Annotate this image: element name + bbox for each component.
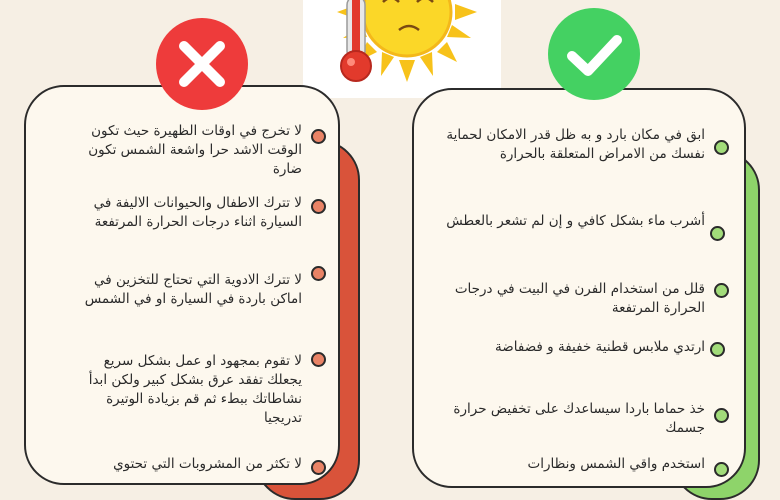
do-bullet-4 — [710, 342, 725, 357]
sun-thermometer-illustration — [303, 0, 501, 98]
dont-item-3: لا تترك الادوية التي تحتاج للتخزين في اماكن باردة في السيارة او في الشمس — [84, 272, 302, 307]
check-mark-icon — [548, 8, 640, 100]
do-bullet-2 — [710, 226, 725, 241]
dont-item-1: لا تخرج في اوقات الظهيرة حيث تكون الوقت الاشد حرا واشعة الشمس تكون ضارة — [88, 123, 302, 177]
dont-bullet-4 — [311, 352, 326, 367]
dont-item-5: لا تكثر من المشروبات التي تحتوي — [113, 456, 302, 472]
do-bullet-3 — [714, 283, 729, 298]
do-item-5: خذ حماما باردا سيساعدك على تخفيض حرارة جسمك — [453, 401, 705, 436]
do-item-2: أشرب ماء بشكل كافي و إن لم تشعر بالعطش — [446, 213, 705, 229]
dont-item-4: لا تقوم بمجهود او عمل بشكل سريع يجعلك تفقد عرق بشكل كبير ولكن ابدأ نشاطاتك ببطء ثم قم بزيادة الوتيرة تدريجيا — [88, 353, 302, 426]
dont-bullet-5 — [311, 460, 326, 475]
dont-bullet-2 — [311, 199, 326, 214]
x-mark-icon — [156, 18, 248, 110]
do-bullet-1 — [714, 140, 729, 155]
dont-bullet-1 — [311, 129, 326, 144]
dont-badge — [156, 18, 248, 110]
do-item-1: ابق في مكان بارد و به ظل قدر الامكان لحماية نفسك من الامراض المتعلقة بالحرارة — [446, 127, 705, 162]
do-item-6: استخدم واقي الشمس ونظارات — [527, 456, 705, 472]
sun-icon — [303, 0, 501, 98]
do-badge — [548, 8, 640, 100]
dont-bullet-3 — [311, 266, 326, 281]
dont-item-2: لا تترك الاطفال والحيوانات الاليفة في السيارة اثناء درجات الحرارة المرتفعة — [93, 195, 302, 230]
do-item-3: قلل من استخدام الفرن في البيت في درجات الحرارة المرتفعة — [454, 281, 705, 316]
do-item-4: ارتدي ملابس قطنية خفيفة و فضفاضة — [495, 339, 705, 355]
do-bullet-5 — [714, 408, 729, 423]
